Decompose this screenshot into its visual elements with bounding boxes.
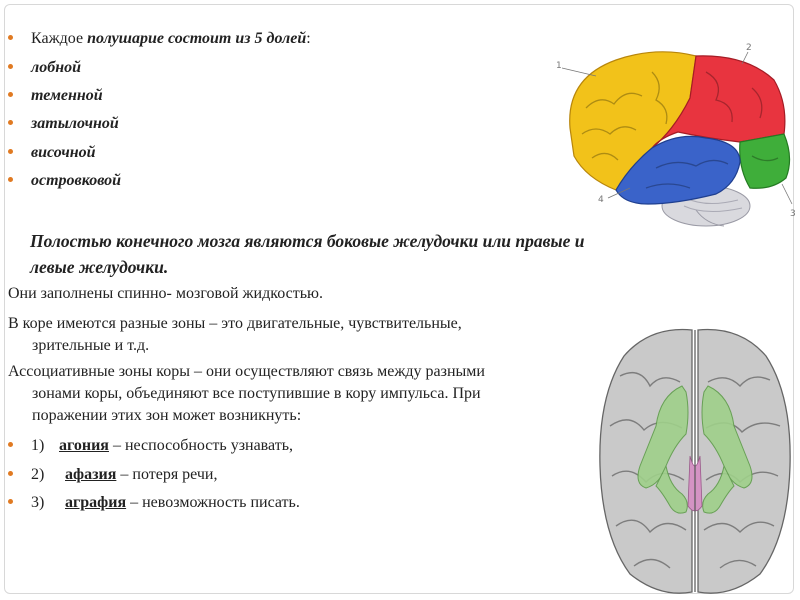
paragraph-zones xyxy=(8,313,578,357)
bullet-icon xyxy=(8,442,13,447)
intro-emphasis: полушарие состоит из 5 долей xyxy=(87,30,307,47)
ventricles-heading: Полостью конечного мозга являются боковые желудочки или правые и левые желудочки. xyxy=(30,231,585,277)
lobe-item xyxy=(8,143,96,163)
lobe-item xyxy=(8,114,119,134)
lobe-item xyxy=(8,58,81,78)
paragraph-line: Ассоциативные зоны коры – они осуществляют связь между разными xyxy=(8,363,485,380)
disorder-item xyxy=(8,465,218,485)
disorder-term: афазия xyxy=(65,466,117,483)
intro-suffix: : xyxy=(306,30,311,47)
figure-label: 3 xyxy=(790,209,796,219)
lobe-item xyxy=(8,86,103,106)
occipital-lobe-shape xyxy=(740,134,790,188)
bullet-icon xyxy=(8,120,13,125)
paragraph-csf: Они заполнены спинно- мозговой жидкостью. xyxy=(8,285,323,302)
intro-prefix: Каждое xyxy=(31,30,88,47)
lobe-item xyxy=(8,171,121,191)
bullet-icon xyxy=(8,177,13,182)
disorder-item xyxy=(8,436,293,456)
bullet-icon xyxy=(8,149,13,154)
disorder-item xyxy=(8,493,300,513)
intro-line xyxy=(8,29,311,49)
figure-label: 4 xyxy=(598,195,604,205)
disorder-desc: – невозможность писать. xyxy=(126,494,300,511)
lobe-label: лобной xyxy=(31,59,81,76)
lobe-label: островковой xyxy=(31,172,122,189)
figure-label: 1 xyxy=(556,61,562,71)
brain-lateral-illustration xyxy=(556,38,800,228)
figure-label: 2 xyxy=(746,43,752,53)
brain-ventricles-illustration xyxy=(590,316,800,600)
disorder-term: агония xyxy=(59,437,109,454)
disorder-term: аграфия xyxy=(65,494,127,511)
lobe-label: височной xyxy=(31,144,96,161)
lobe-label: затылочной xyxy=(31,115,119,132)
bullet-icon xyxy=(8,35,13,40)
bullet-icon xyxy=(8,64,13,69)
disorder-number: 1) xyxy=(31,437,45,454)
paragraph-line: В коре имеются разные зоны – это двигательные, чувствительные, xyxy=(8,315,462,332)
paragraph-associative xyxy=(8,361,578,427)
paragraph-line: поражении этих зон может возникнуть: xyxy=(32,407,302,424)
disorder-number: 2) xyxy=(31,466,45,483)
disorder-number: 3) xyxy=(31,494,45,511)
bullet-icon xyxy=(8,471,13,476)
paragraph-line: зонами коры, объединяют все поступившие в кору импульса. При xyxy=(32,385,481,402)
disorder-desc: – неспособность узнавать, xyxy=(108,437,293,454)
bullet-icon xyxy=(8,92,13,97)
lobe-label: теменной xyxy=(31,87,103,104)
paragraph-line: зрительные и т.д. xyxy=(32,337,150,354)
bullet-icon xyxy=(8,499,13,504)
disorder-desc: – потеря речи, xyxy=(116,466,218,483)
